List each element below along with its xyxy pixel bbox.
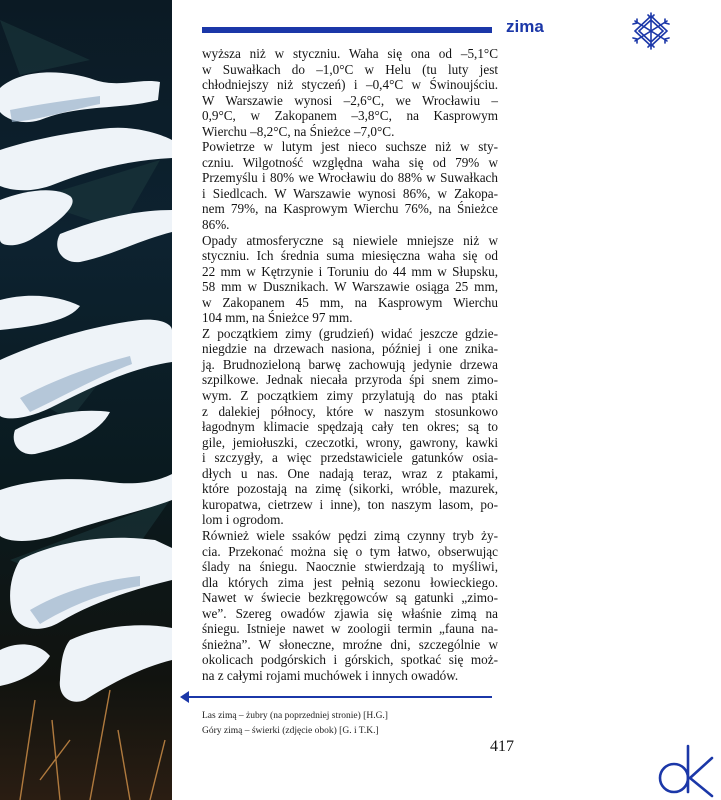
body-line: śnieżna”. W słoneczne, mroźne dni, szczególnie w [202, 636, 498, 652]
body-line: we”. Szereg owadów zjawia się właśnie zimą na [202, 605, 498, 621]
body-line: styczniu. Ich średnia suma miesięczna waha się od [202, 248, 498, 264]
body-line: 104 mm, na Śnieżce 97 mm. [202, 310, 353, 326]
body-line: ślady na śniegu. Naocznie stwierdzają to myśliwi, [202, 559, 498, 575]
body-line: czniu. Wilgotność względna waha się od 79% w [202, 154, 498, 170]
body-line: lom i ogrodom. [202, 512, 284, 528]
footer-rule [186, 696, 492, 698]
body-line: okolicach podgórskich i górskich, spotkać się moż- [202, 652, 498, 668]
body-line: gile, jemiołuszki, czeczotki, wrony, gawrony, kawki [202, 434, 498, 450]
body-line: z dalekiej północy, które w naszym stosunkowo [202, 403, 498, 419]
publisher-logo-icon [650, 742, 716, 798]
body-line: Wierchu –8,2°C, na Śnieżce –7,0°C. [202, 123, 395, 139]
body-line: szpilkowe. Jednak niecała przyroda śpi snem zimo- [202, 372, 498, 388]
body-line: w Zakopanem 45 mm, na Kasprowym Wierchu [202, 294, 498, 310]
body-line: Nawet w świecie bezkręgowców są gatunki „zimo- [202, 590, 498, 606]
body-line: wyższa niż w styczniu. Waha się ona od –5,1°C [202, 46, 498, 61]
body-line: Przemyślu i 80% we Wrocławiu do 88% w Suwałkach [202, 170, 498, 186]
section-title: zima [506, 17, 544, 36]
body-line: niegdzie na drzewach nasiona, później i one znika- [202, 341, 498, 357]
body-line: i Siedlcach. W Warszawie wynosi 86%, w Zakopa- [202, 185, 498, 201]
body-line: na z całymi rojami muchówek i innych owadów. [202, 667, 459, 683]
body-line: nem 79%, na Kasprowym Wierchu 76%, na Śnieżce [202, 201, 498, 217]
body-text [202, 46, 498, 683]
body-line: 58 mm w Dusznikach. W Warszawie osiąga 25 mm, [202, 279, 498, 295]
body-line: i szczygły, a więc przedstawiciele gatunków osia- [202, 450, 498, 466]
body-line: wym. Z początkiem zimy przylatują do nas ptaki [202, 388, 498, 404]
body-line: dla których zima jest pełnią sezonu łowieckiego. [202, 574, 498, 590]
body-line: ją. Brudnozieloną barwę zachowują jedynie drzewa [202, 356, 498, 372]
body-line: 86%. [202, 217, 230, 233]
body-line: cia. Przekonać można się o tym łatwo, obserwując [202, 543, 498, 559]
body-line: Z początkiem zimy (grudzień) widać jeszcze gdzie- [202, 325, 498, 341]
body-line: Również wiele ssaków pędzi zimą czynny tryb ży- [202, 527, 498, 543]
body-line: w Suwałkach do –1,0°C w Helu (tu luty jest [202, 61, 498, 77]
body-line: kuropatwa, cietrzew i inne), ton naszym lasom, po- [202, 496, 498, 512]
body-line: 0,9°C, w Zakopanem –3,8°C, na Kasprowym [202, 108, 498, 124]
spruce-snow-photo [0, 0, 172, 800]
body-line: śniegu. Istnieje nawet w zoologii termin „fauna na- [202, 621, 498, 637]
page-number: 417 [490, 738, 514, 755]
header-rule [202, 27, 492, 33]
body-line: dłych u nas. One nadają teraz, wraz z ptakami, [202, 465, 498, 481]
caption-line: Las zimą – żubry (na poprzedniej stronie) [H.G.] [202, 711, 388, 721]
body-line: Opady atmosferyczne są niewiele mniejsze niż w [202, 232, 498, 248]
body-line: Powietrze w lutym jest nieco suchsze niż w sty- [202, 139, 498, 155]
body-line: 22 mm w Kętrzynie i Toruniu do 44 mm w Słupsku, [202, 263, 498, 279]
body-line: chłodniejszy niż styczeń) i –0,4°C w Świnoujściu. [202, 77, 498, 93]
snowflake-icon [629, 11, 673, 51]
caption-line: Góry zimą – świerki (zdjęcie obok) [G. i T.K.] [202, 726, 379, 736]
body-line: W Warszawie wynosi –2,6°C, we Wrocławiu – [202, 92, 498, 108]
body-line: łagodnym klimacie spędzają cały ten okres; są to [202, 419, 498, 435]
body-line: które pozostają na zimę (sikorki, wróble, mazurek, [202, 481, 498, 497]
photo-captions [202, 709, 388, 739]
